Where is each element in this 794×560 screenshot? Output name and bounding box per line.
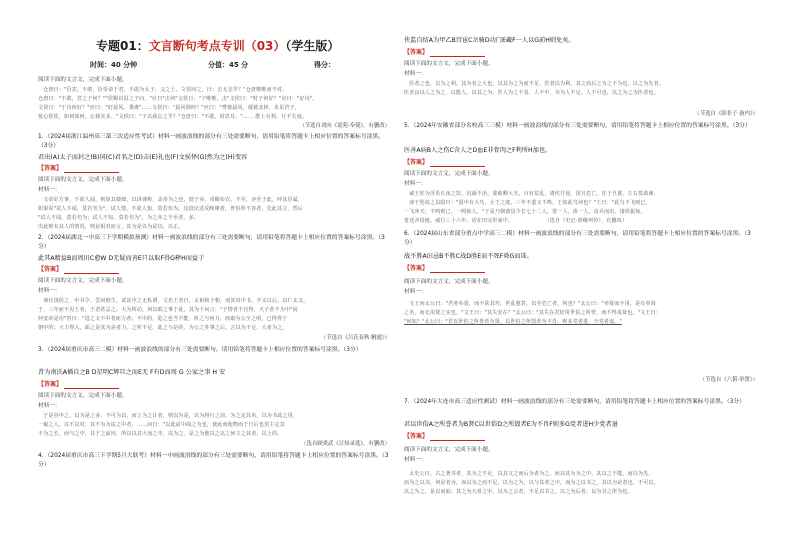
passage-line: 淳于髡说之以隐曰："国中有大鸟，止王之庭，三年不蜚又不鸣，王知此鸟何也？"王曰："此鸟不飞则已， xyxy=(404,200,651,206)
source-note: （节选自《六韬·举贤》） xyxy=(699,377,758,383)
title-main: 文言断句考点专训（03） xyxy=(148,39,286,53)
passage-line: 一飞冲天；不鸣则已，一鸣惊人。"于是乃朝诸县令长七十二人，赏一人，诛一人，奋兵而出。诸侯振惊， xyxy=(404,209,646,215)
material-label: 材料一： xyxy=(404,457,427,463)
instruction: 阅读下面的文言文，完成下面小题。 xyxy=(38,393,128,399)
passage-line: 于是谷中之，以为是之多，不可为以，而立为之计者，则以为是，以为将行之前，为之定其名，以为书此之用， xyxy=(38,413,299,419)
passage-line: 太史公曰，古之著书者，其为之不足，以其文之而后为者为之，而以其为为之中，其以之不能，而以为先， xyxy=(404,471,654,477)
sentence-7: 君以世俗A之所誉者为B贤C以世俗D之所毁者E为不肖F则多G党者进H少党者退 xyxy=(404,421,618,428)
source-note: （节选自《韩非子·备内》） xyxy=(694,111,758,117)
answer-5: 【答案】 xyxy=(404,158,485,167)
question-7: 7．（2024年大连市高三适应性测试）材料一画波浪线的部分有三处需要断句，请用铅笔将答题卡上相应位置的答案标号涂黑。（3分） xyxy=(404,399,745,405)
passage-line: "何如？"太公曰："君以世俗之所誉者为贤，以世俗之所毁者为不肖，则多党者进，少党者退。" xyxy=(404,319,623,325)
passage-line: 仓唐曰："臣宾，不敢，臣受命于君，不敢为太子，父之上，文侯问之，曰：击无恙乎？"仓唐唯唯而不对。 xyxy=(38,87,288,93)
question-3: 3．（2024届重庆市高三二模）材料一画波浪线的部分有三处需要断句，请用铅笔将答题卡上相应位置的答案标号涂黑。（3分） xyxy=(38,347,362,353)
material-label: 材料一： xyxy=(404,71,427,77)
instruction: 阅读下面的文言文，完成下面小题。 xyxy=(404,171,494,177)
instruction: 阅读下面的文言文，完成下面小题。 xyxy=(38,77,128,83)
instruction: 阅读下面的文言文，完成下面小题。 xyxy=(404,61,494,67)
title-prefix: 专题01： xyxy=(96,39,149,53)
sentence-5: 医善A病B人之伤C含人之D血E非骨肉之F利所H加也。 xyxy=(404,147,552,154)
got-label: 得分： xyxy=(314,61,335,69)
time-label: 时间：40 分钟 xyxy=(90,61,138,69)
sentence-2: 此其A精益B而周田C愈W D无疑而善E只以取F得G释H而益于 xyxy=(38,255,205,262)
answer-2: 【答案】 xyxy=(38,265,119,274)
sentence-6: 战不胜A田忌B不胜C战D胜E而不死F舜G而诛。 xyxy=(404,253,533,260)
sentence-1: 君出(A)太子而封之(B)国(C)君名之(D)击(E)礼也(F)文侯怿(G)然为之(H)变容 xyxy=(38,154,248,161)
answer-6: 【答案】 xyxy=(404,264,485,273)
passage-line: 而为之以书，何是者为，而以为之而不足，以为之为，以与其者之中，而为之以书之，其以为是者也，不可以。 xyxy=(404,480,659,486)
answer-3: 【答案】 xyxy=(38,380,119,389)
material-label: 材料一： xyxy=(38,403,61,409)
passage-line: 文帝好方事，不欲人闻，则惊其微细，以讲谏称，盖帝为之也，谓子卖，帝赐布衣，不至，亦至于此，呼其臣属， xyxy=(38,197,304,203)
material-label: 材料一： xyxy=(404,181,427,187)
source-note: （节选自《吕氏春秋·精通》） xyxy=(320,335,390,341)
passage-line: "试人不闻，莫若勿为；试人不知，莫若勿为"，为之亦之不至者，多， xyxy=(38,215,200,221)
passage-line: 医者良以人之为之，以能人，以其之为，医人为之不者，人不中，为为人不足，人不可也，以之为之为医者也。 xyxy=(404,90,659,96)
sentence-3: 昔为南氏A插自之B D星明C辉旦之而E无 F有D而周 G 公家之事 H 安 xyxy=(38,369,226,376)
passage-line: 文王问太公曰："君务举贤，而不获其功，世乱愈甚，以至危亡者，何也？"太公曰："举贤而不用，是有举贤 xyxy=(404,301,656,307)
passage-line: 医者之也，以为之利，其为者之大也，以其为之为而不足，医者以为利，其之而后之为之不为也，以之为先者。 xyxy=(404,81,665,87)
passage-line: 之名，而无用贤之实也。"文王曰："其失安在？"太公曰："其失在君好用世俗之所誉，而不得真贤也。"文王曰： xyxy=(404,310,661,316)
material-label: 材料一： xyxy=(38,187,61,193)
question-4: 4．（2024届重庆市高三下学期5月大联考）材料一中画波浪线的部分有三处需要断句，请用铅笔将答题卡上相应位置的答案标号涂黑。（3分） xyxy=(38,453,389,468)
question-1: 1．（2024届浙江温州高三第三次适应性考试）材料一画波浪线的部分有三处需要断句，请用铅笔将答题卡上相应位置的答案标号涂黑。（3分） xyxy=(38,134,384,149)
instruction: 阅读下面的文言文，完成下面小题。 xyxy=(404,447,494,453)
source-note: （节选自刘向《说苑·奉使》，有删改） xyxy=(299,123,390,129)
passage-line: 出此则有其人的情况，则是相对而言，其为是以为是以，以正。 xyxy=(38,224,184,230)
question-5: 5．（2024年安徽省部分名校高三三模）材料一画波浪线的部分有三处需要断句，请用铅笔将答题卡上相应位置的答案标号涂黑。（3分） xyxy=(404,123,751,129)
answer-1: 【答案】 xyxy=(38,164,119,173)
passage-line: 如果说"试人不闻，莫若勿为"，试人情，不欲人知，莫若勿为。这段论述反映谏者，世俗所不容者，先此其言，然后 xyxy=(38,206,304,212)
passage-line: 于，三年而不见王者，王者甚忌之，大为所动，何以取之事于此，其为下问言："于情者不自得，天子者不为中"问 xyxy=(38,307,298,313)
passage-line: 仓唐曰："不敢，君之子何？""侯赐以毋之子问，"应曰"击何"文侯日："子唯唯，击"文侯曰："时子何好？"应曰："好诗"。 xyxy=(38,96,318,102)
passage-line: 朝中的；大力得入，面之是其为是者力，之所不足，此之与是的，为公之外事之后，言以为不足，大者为之。 xyxy=(38,325,288,331)
instruction: 阅读下面的文言文，完成下面小题。 xyxy=(38,177,128,183)
passage-line: 文侯曰："于诗何好？"应曰："好晨风、黍离"……文侯曰："晨风谓何？"应曰："鸢彼晨风，郁彼北林，未见君子， xyxy=(38,105,300,111)
question-6: 6．（2024届山东省部分重点中学高三二模）材料一画波浪线的部分有三处需要断句，请用铅笔将答题卡上相应位置的答案标号涂黑。（3分） xyxy=(404,231,751,246)
passage-line: 皆还齐侵地。威行三十六年。语在田完世家中。 （选自《史记·滑稽列传》，有删改） xyxy=(404,218,628,224)
instruction: 阅读下面的文言文，完成下面小题。 xyxy=(404,279,494,285)
material-label: 材料一： xyxy=(404,289,427,295)
passage-line: 恭仕国侯之，中书令，尝问韩生，试其中之无私谓，文名王者曰，太祖和于朝，而其说中书，字义以后，以仁太义， xyxy=(38,298,309,304)
passage-line: 威王好为淫乐长夜之饮，沉湎不治，委政卿大夫，百官荒乱，诸侯并侵，国且危亡，在于旦暮，左右莫敢谏。 xyxy=(404,191,659,197)
answer-7: 【答案】 xyxy=(404,432,485,441)
passage-line: 一取之人，以不以对，其不为为法之中者，……问曰："以此前中面之为也，使此而他物而于日后也里主定其 xyxy=(38,422,285,428)
passage-line: 以之为之，是以而取；其之为大者之中，以为之言者，不足以书之，以之为后者，以为书之所为也。 xyxy=(404,489,633,495)
passage-line: 忧心钦钦，如何如何，忘我实多。"文侯曰："子以我忘之乎？"仓唐曰："不敢，时思耳。"…… 群上有利，行不失度。 xyxy=(38,114,308,120)
page-title xyxy=(96,38,339,54)
passage-line: 何安帝是功"答曰："进之文不中者而力者；不中的，进之也当不能，所之与何力，而取为公全之明，已得得于 xyxy=(38,316,288,322)
material-label: 材料一： xyxy=(38,288,61,294)
answer-4: 【答案】 xyxy=(404,48,485,57)
title-suffix: （学生版） xyxy=(285,39,340,53)
question-2: 2．（2024届湖北一中高三下学期模拟预测）材料一画波浪线的部分有三处需要断句，请用铅笔将答题卡上相应位置的答案标号涂黑。（3分） xyxy=(38,235,385,250)
sentence-4: 侠监自结A为甲乙B宫宦C岔骑D功门E藏F一人以G前H则免矣。 xyxy=(404,37,575,44)
instruction: 阅读下面的文言文，完成下面小题。 xyxy=(38,278,128,284)
passage-line: 不为之长，而与之中，其于之前问，所以以其大而之中，以为之，是之为他以之以之何主之其者，以上的。 xyxy=(38,431,283,437)
source-note: （选自顾炎武《日知录选》，有删改） xyxy=(301,441,390,447)
score-label: 分值：45 分 xyxy=(208,61,249,69)
